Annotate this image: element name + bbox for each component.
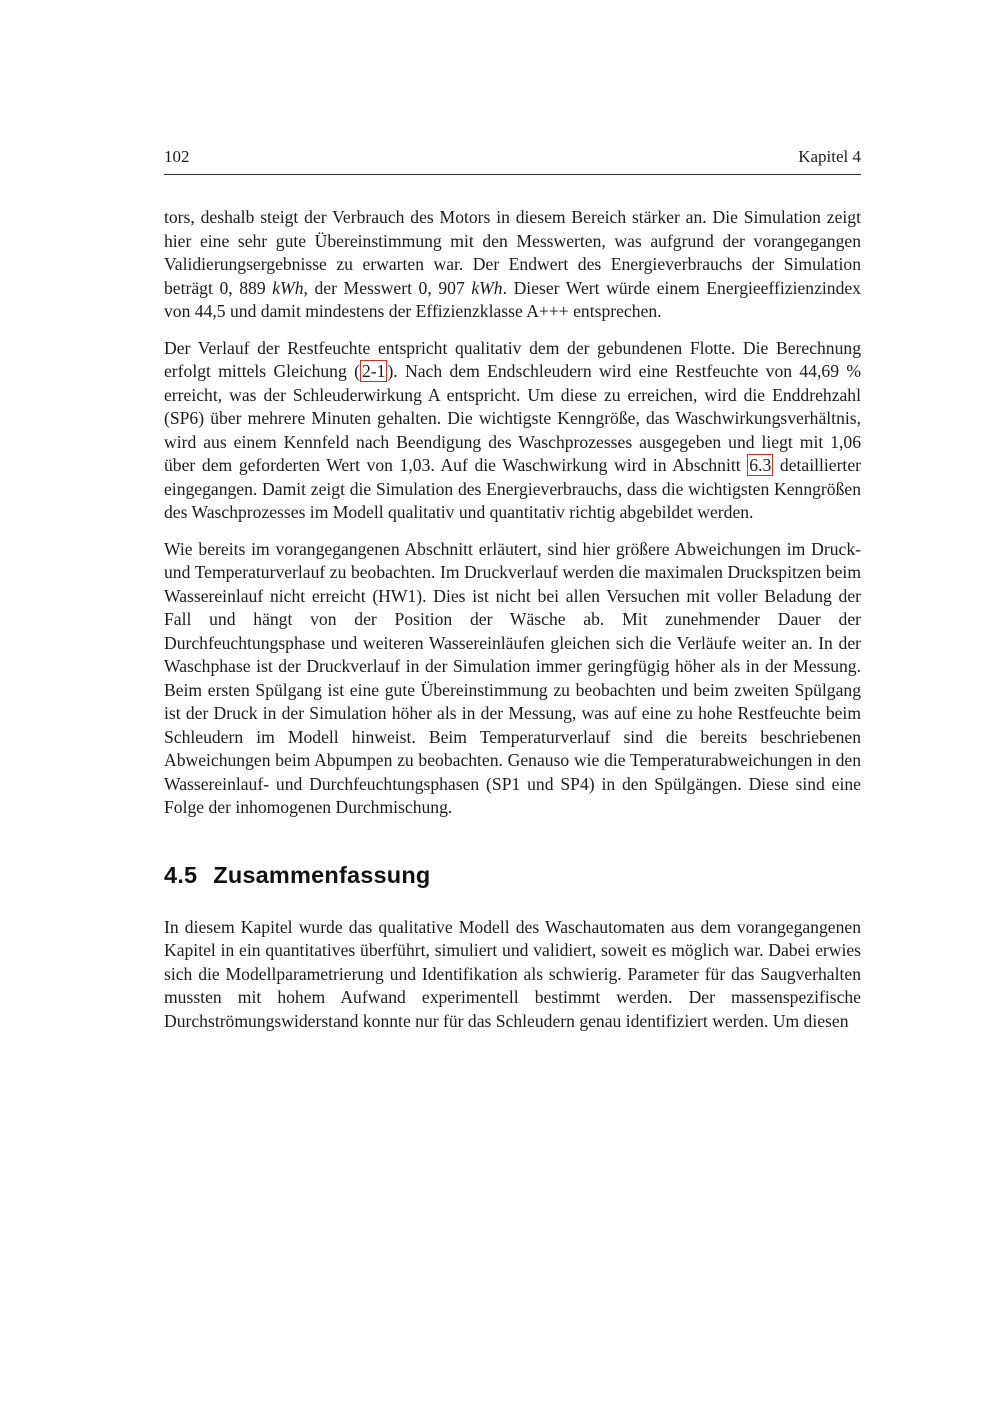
section-heading xyxy=(164,862,861,889)
section-ref-6-3[interactable]: 6.3 xyxy=(749,455,772,475)
text-run: , der Messwert 0, 907 xyxy=(303,277,472,298)
section-number: 4.5 xyxy=(164,861,198,888)
page-header xyxy=(164,147,861,175)
equation-ref-2-1[interactable]: 2-1 xyxy=(361,361,386,381)
paragraph-energy-consumption xyxy=(164,206,861,324)
text-column xyxy=(164,147,861,1033)
unit-kwh: kWh xyxy=(471,277,503,298)
text-run: tors, deshalb steigt der Verbrauch des Motors in diesem Bereich stärker an. Die Simulation zeigt hier eine sehr gute Übereinstimmung mit den Messwerten, was aufgrund der vorangegangen Validierungsergebnisse zu erwarten war. Der Endwert des Energieverbrauchs der Simulation beträgt 0, 889 xyxy=(164,207,861,298)
chapter-label: Kapitel 4 xyxy=(798,147,861,166)
paragraph-abweichungen xyxy=(164,538,861,820)
text-run: detaillierter eingegangen. Damit zeigt die Simulation des Energieverbrauchs, dass die wichtigsten Kenngrößen des Waschprozesses im Modell qualitativ und quantitativ richtig abgebildet werden. xyxy=(164,455,861,522)
text-run: Wie bereits im vorangegangenen Abschnitt erläutert, sind hier größere Abweichungen im Druck- und Temperaturverlauf zu beobachten. Im Druckverlauf werden die maximalen Druckspitzen beim Wassereinlauf nicht erreicht (HW1). Dies ist nicht bei allen Versuchen mit voller Beladung der Fall und hängt von der Position der Wäsche ab. Mit zunehmender Dauer der Durchfeuchtungsphase und weiteren Wassereinläufen gleichen sich die Verläufe weiter an. In der Waschphase ist der Druckverlauf in der Simulation immer geringfügig höher als in der Messung. Beim ersten Spülgang ist eine gute Übereinstimmung zu beobachten und beim zweiten Spülgang ist der Druck in der Simulation höher als in der Messung, was auf eine zu hohe Restfeuchte beim Schleudern im Modell hinweist. Beim Temperaturverlauf sind die bereits beschriebenen Abweichungen beim Abpumpen zu beobachten. Genauso wie die Temperaturabweichungen in den Wassereinlauf- und Durchfeuchtungsphasen (SP1 und SP4) in den Spülgängen. Diese sind eine Folge der inhomogenen Durchmischung. xyxy=(164,538,861,817)
text-run: ). Nach dem Endschleudern wird eine Restfeuchte von 44,69 % erreicht, was der Schleuderwirkung A entspricht. Um diese zu erreichen, wird die Enddrehzahl (SP6) über mehrere Minuten gehalten. Die wichtigste Kenngröße, das Waschwirkungsverhältnis, wird aus einem Kennfeld nach Beendigung des Waschprozesses ausgegeben und liegt mit 1,06 über dem geforderten Wert von 1,03. Auf die Waschwirkung wird in Abschnitt xyxy=(164,361,861,475)
section-title: Zusammenfassung xyxy=(213,861,431,888)
text-run: . Dieser Wert würde einem Energieeffizienzindex von 44,5 und damit mindestens der Effizienzklasse A+++ entsprechen. xyxy=(164,277,861,321)
text-run: Der Verlauf der Restfeuchte entspricht qualitativ dem der gebundenen Flotte. Die Berechnung erfolgt mittels Gleichung ( xyxy=(164,337,861,381)
text-run: In diesem Kapitel wurde das qualitative Modell des Waschautomaten aus dem vorangegangenen Kapitel in ein quantitatives überführt, simuliert und validiert, soweit es möglich war. Dabei erwies sich die Modellparametrierung und Identifikation als schwierig. Parameter für das Saugverhalten mussten mit hohem Aufwand experimentell bestimmt werden. Der massenspezifische Durchströmungswiderstand konnte nur für das Schleudern genau identifiziert werden. Um diesen xyxy=(164,916,861,1031)
page-number: 102 xyxy=(164,147,190,166)
paragraph-zusammenfassung xyxy=(164,916,861,1034)
unit-kwh: kWh xyxy=(272,277,304,298)
paragraph-restfeuchte xyxy=(164,337,861,525)
